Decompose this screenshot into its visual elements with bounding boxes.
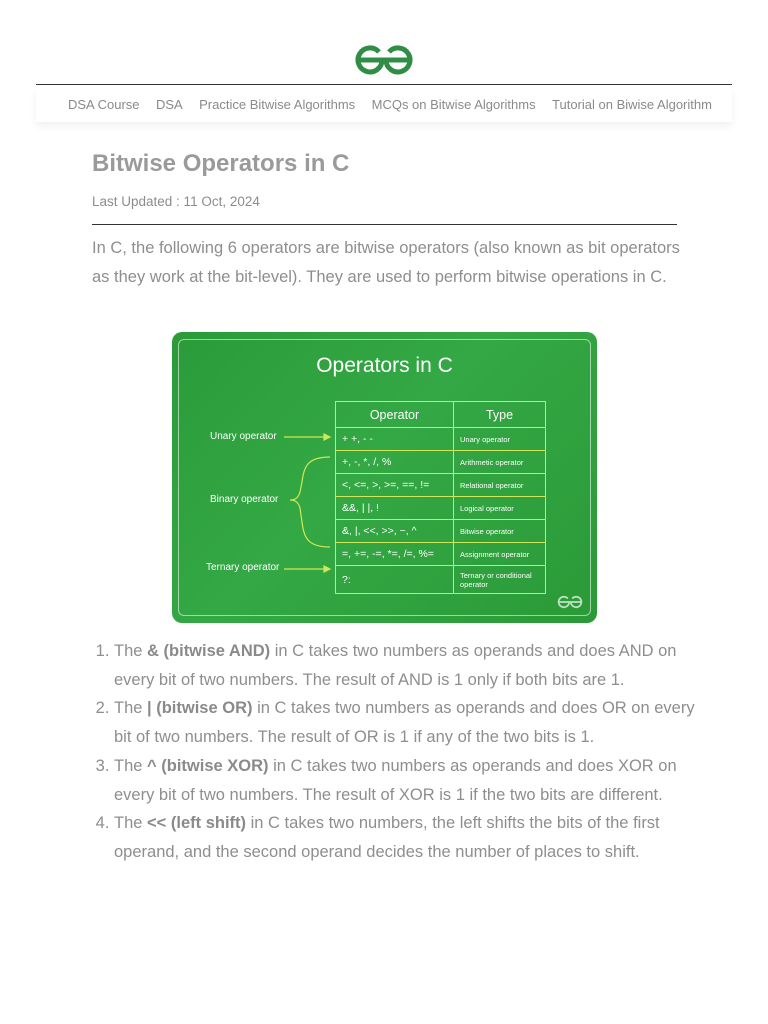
nav-practice-bitwise[interactable]: Practice Bitwise Algorithms (199, 96, 356, 112)
title-divider (92, 224, 677, 225)
type-cell: Ternary or conditional operator (454, 566, 546, 594)
list-item: 4. The << (left shift) in C takes two numbers, the left shifts the bits of the first operand, and the second operand decides the number of places to shift. (114, 809, 704, 866)
nav-tutorial-bitwise[interactable]: Tutorial on Biwise Algorithm (552, 96, 712, 112)
operator-name: ^ (bitwise XOR) (147, 756, 269, 775)
intro-paragraph: In C, the following 6 operators are bitwise operators (also known as bit operators as they work at the bit-level). They are used to perform bitwise operations in C. (92, 239, 680, 286)
figure-title: Operators in C (316, 354, 453, 377)
table-row (336, 474, 546, 497)
top-nav (36, 86, 732, 122)
operator-name: | (bitwise OR) (147, 699, 253, 718)
nav-dsa[interactable]: DSA (155, 96, 183, 112)
operator-name: & (bitwise AND) (147, 642, 271, 660)
gfg-logo[interactable] (0, 44, 768, 76)
nav-mcqs-bitwise[interactable]: MCQs on Bitwise Algorithms (371, 96, 536, 112)
label-unary: Unary operator (210, 431, 277, 442)
table-row (336, 497, 546, 520)
nav-dsa-course[interactable]: DSA Course (68, 96, 140, 112)
operator-cell: =, +=, -=, *=, /=, %= (336, 543, 454, 566)
list-item: 2. The | (bitwise OR) in C takes two numbers as operands and does OR on every bit of two numbers. The result of OR is 1 if any of the two bits is 1. (114, 694, 704, 751)
header-divider (36, 84, 732, 85)
table-row (336, 543, 546, 566)
header-operator: Operator (336, 402, 454, 428)
table-row (336, 428, 546, 451)
operators-figure (172, 332, 597, 623)
gfg-watermark-icon (557, 595, 583, 609)
header-type: Type (454, 402, 546, 428)
type-cell: Logical operator (454, 497, 546, 520)
table-header-row (336, 402, 546, 428)
type-cell: Unary operator (454, 428, 546, 451)
operator-cell: + +, - - (336, 428, 454, 451)
list-item: 3. The ^ (bitwise XOR) in C takes two numbers as operands and does XOR on every bit of two numbers. The result of XOR is 1 if the two bits are different. (114, 752, 704, 809)
label-ternary: Ternary operator (206, 562, 280, 573)
gfg-logo-icon (355, 44, 413, 76)
type-cell: Arithmetic operator (454, 451, 546, 474)
operator-name: << (left shift) (147, 814, 247, 833)
page-title: Bitwise Operators in C (92, 150, 350, 177)
operator-cell: <, <=, >, >=, ==, != (336, 474, 454, 497)
operator-cell: &, |, <<, >>, ~, ^ (336, 520, 454, 543)
operator-list (92, 637, 704, 867)
operator-cell: &&, | |, ! (336, 497, 454, 520)
last-updated: Last Updated : 11 Oct, 2024 (92, 194, 260, 209)
type-cell: Relational operator (454, 474, 546, 497)
table-row (336, 566, 546, 594)
table-row (336, 451, 546, 474)
type-cell: Bitwise operator (454, 520, 546, 543)
type-cell: Assignment operator (454, 543, 546, 566)
operators-table (335, 401, 546, 594)
list-item: 1. The & (bitwise AND) in C takes two numbers as operands and does AND on every bit of two numbers. The result of AND is 1 only if both bits are 1. (114, 637, 704, 694)
label-binary: Binary operator (210, 494, 279, 505)
operator-cell: ?: (336, 566, 454, 594)
operator-cell: +, -, *, /, % (336, 451, 454, 474)
table-row (336, 520, 546, 543)
